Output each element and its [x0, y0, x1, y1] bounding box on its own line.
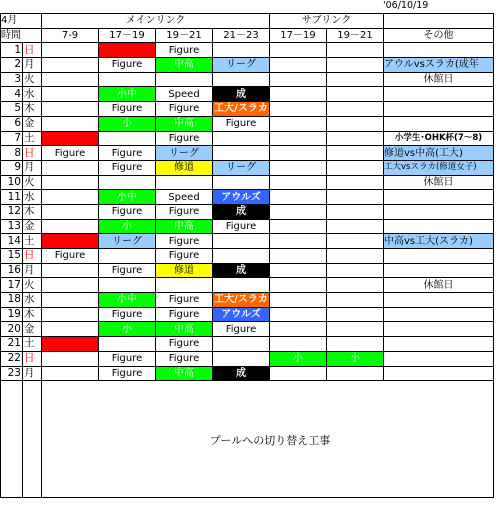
slot-cell: 小 — [270, 351, 327, 366]
day-number: 9 — [1, 160, 23, 175]
slot-cell — [270, 190, 327, 205]
other-cell: 休館日 — [384, 72, 494, 87]
slot-cell — [42, 116, 99, 131]
day-number: 4 — [1, 87, 23, 102]
slot-cell — [327, 204, 384, 219]
day-number: 10 — [1, 175, 23, 190]
day-number: 22 — [1, 351, 23, 366]
slot-cell — [270, 322, 327, 337]
weekday: 火 — [23, 72, 42, 87]
slot-cell: リーグ — [213, 160, 270, 175]
slot-cell — [327, 160, 384, 175]
day-number: 20 — [1, 322, 23, 337]
other-header: その他 — [384, 28, 494, 43]
slot-cell — [270, 160, 327, 175]
slot-cell: 小 — [99, 116, 156, 131]
slot-cell — [327, 263, 384, 278]
slot-cell: Figure — [42, 249, 99, 264]
slot-cell — [327, 278, 384, 293]
weekday: 土 — [23, 234, 42, 249]
slot-cell — [42, 219, 99, 234]
slot-cell: 中高 — [156, 219, 213, 234]
empty-cell — [1, 381, 23, 498]
weekday: 金 — [23, 219, 42, 234]
slot-cell — [270, 58, 327, 73]
other-cell — [384, 366, 494, 381]
slot-cell — [327, 102, 384, 117]
slot-cell: Figure — [156, 204, 213, 219]
slot-cell — [99, 131, 156, 146]
slot-cell — [42, 307, 99, 322]
slot-cell — [99, 278, 156, 293]
slot-cell — [270, 116, 327, 131]
other-header-top — [384, 14, 494, 29]
day-number: 23 — [1, 366, 23, 381]
other-cell — [384, 87, 494, 102]
table-row — [1, 116, 494, 131]
slot-cell — [213, 278, 270, 293]
slot-cell — [327, 87, 384, 102]
slot-cell: Figure — [213, 322, 270, 337]
slot-cell: Figure — [99, 263, 156, 278]
slot-cell: 中高 — [156, 322, 213, 337]
other-cell — [384, 249, 494, 264]
other-cell: アウルvsスラカ(成年 — [384, 58, 494, 73]
weekday: 木 — [23, 102, 42, 117]
sub-rink-header: サブリンク — [270, 14, 384, 29]
day-number: 5 — [1, 102, 23, 117]
slot-cell: Figure — [213, 219, 270, 234]
slot-cell: Speed — [156, 190, 213, 205]
slot-cell — [156, 175, 213, 190]
table-row — [1, 219, 494, 234]
table-row — [1, 58, 494, 73]
slot-cell — [42, 366, 99, 381]
slot-cell: Figure — [99, 307, 156, 322]
slot-cell — [270, 263, 327, 278]
slot-cell: Figure — [99, 102, 156, 117]
slot-cell — [327, 234, 384, 249]
slot-cell — [270, 234, 327, 249]
weekday: 月 — [23, 263, 42, 278]
slot-cell — [270, 72, 327, 87]
slot-cell — [327, 293, 384, 308]
slot-cell — [270, 337, 327, 352]
slot-cell: Figure — [156, 351, 213, 366]
slot-cell: 成 — [213, 87, 270, 102]
slot-cell: Figure — [99, 351, 156, 366]
slot-cell — [42, 102, 99, 117]
weekday: 金 — [23, 116, 42, 131]
header-row-2 — [1, 28, 494, 43]
other-cell — [384, 190, 494, 205]
slot-cell: Speed — [156, 87, 213, 102]
slot-cell: 成 — [213, 366, 270, 381]
slot-cell: Figure — [156, 293, 213, 308]
table-row — [1, 307, 494, 322]
slot-cell — [213, 175, 270, 190]
slot-cell: 小 — [99, 322, 156, 337]
slot-cell — [99, 249, 156, 264]
day-number: 11 — [1, 190, 23, 205]
weekday: 日 — [23, 351, 42, 366]
slot-cell — [213, 234, 270, 249]
table-row — [1, 322, 494, 337]
other-cell — [384, 102, 494, 117]
slot-cell — [270, 366, 327, 381]
slot-cell: Figure — [42, 146, 99, 161]
other-cell — [384, 116, 494, 131]
slot-cell — [270, 307, 327, 322]
other-cell — [384, 337, 494, 352]
slot-cell — [327, 131, 384, 146]
slot-cell: Figure — [156, 102, 213, 117]
slot-cell — [213, 337, 270, 352]
slot-cell — [42, 204, 99, 219]
empty-cell — [23, 381, 42, 498]
day-number: 18 — [1, 293, 23, 308]
schedule-table — [0, 13, 494, 498]
slot-cell — [270, 204, 327, 219]
weekday: 木 — [23, 307, 42, 322]
slot-cell: アウルズ — [213, 190, 270, 205]
weekday: 水 — [23, 87, 42, 102]
weekday: 木 — [23, 204, 42, 219]
weekday: 月 — [23, 58, 42, 73]
slot-cell: 小 — [99, 219, 156, 234]
table-row — [1, 87, 494, 102]
slot-cell: 小 — [327, 351, 384, 366]
slot-header: 19－21 — [156, 28, 213, 43]
slot-cell: Figure — [213, 116, 270, 131]
slot-cell: Figure — [156, 337, 213, 352]
day-number: 19 — [1, 307, 23, 322]
slot-cell — [327, 72, 384, 87]
slot-cell: 工大/スラカ — [214, 103, 268, 115]
slot-cell — [42, 190, 99, 205]
slot-cell — [42, 337, 99, 352]
slot-cell — [327, 43, 384, 58]
slot-cell: 小中 — [99, 293, 156, 308]
slot-cell: Figure — [156, 131, 213, 146]
other-cell: 小学生･OHK杯(7～8) — [384, 131, 494, 146]
slot-cell — [270, 293, 327, 308]
slot-cell: 修道 — [156, 160, 213, 175]
table-row — [1, 263, 494, 278]
slot-cell — [213, 146, 270, 161]
slot-cell — [156, 278, 213, 293]
slot-header: 19－21 — [327, 28, 384, 43]
other-cell: 修道vs中高(工大) — [384, 146, 494, 161]
slot-cell: 成 — [213, 263, 270, 278]
slot-cell: 小中 — [99, 190, 156, 205]
day-number: 15 — [1, 249, 23, 264]
slot-cell — [213, 351, 270, 366]
day-number: 16 — [1, 263, 23, 278]
slot-cell — [213, 249, 270, 264]
slot-cell — [327, 58, 384, 73]
table-row — [1, 146, 494, 161]
weekday: 土 — [23, 131, 42, 146]
other-cell — [384, 43, 494, 58]
day-number: 1 — [1, 43, 23, 58]
slot-cell — [327, 190, 384, 205]
slot-cell — [327, 116, 384, 131]
slot-cell — [42, 293, 99, 308]
slot-cell: Figure — [99, 146, 156, 161]
slot-cell — [270, 131, 327, 146]
other-cell — [384, 307, 494, 322]
day-number: 2 — [1, 58, 23, 73]
slot-header: 17－19 — [270, 28, 327, 43]
weekday: 日 — [23, 43, 42, 58]
slot-cell — [270, 249, 327, 264]
slot-cell — [42, 175, 99, 190]
day-number: 17 — [1, 278, 23, 293]
table-row — [1, 72, 494, 87]
slot-cell — [99, 72, 156, 87]
table-row — [1, 249, 494, 264]
table-row — [1, 234, 494, 249]
table-row — [1, 204, 494, 219]
slot-cell — [42, 234, 99, 249]
day-number: 13 — [1, 219, 23, 234]
slot-cell — [213, 131, 270, 146]
slot-cell: 中高 — [156, 58, 213, 73]
slot-cell — [213, 43, 270, 58]
table-row — [1, 175, 494, 190]
table-row — [1, 337, 494, 352]
slot-cell: 工大/スラカ — [214, 294, 268, 306]
other-cell: 中高vs工大(スラカ) — [384, 234, 494, 249]
weekday: 土 — [23, 337, 42, 352]
slot-cell — [156, 72, 213, 87]
document-date: '06/10/19 — [383, 0, 429, 11]
slot-cell — [270, 146, 327, 161]
day-number: 3 — [1, 72, 23, 87]
weekday: 日 — [23, 249, 42, 264]
slot-cell: Figure — [156, 307, 213, 322]
table-row — [1, 293, 494, 308]
slot-cell — [327, 175, 384, 190]
slot-cell: Figure — [99, 58, 156, 73]
table-row — [1, 366, 494, 381]
slot-cell — [327, 307, 384, 322]
slot-cell — [270, 87, 327, 102]
slot-cell — [42, 278, 99, 293]
slot-cell — [42, 322, 99, 337]
slot-cell — [99, 43, 156, 58]
other-cell — [384, 204, 494, 219]
slot-cell — [327, 219, 384, 234]
table-row — [1, 131, 494, 146]
month-label: 4月 — [1, 14, 42, 29]
slot-cell — [270, 175, 327, 190]
slot-cell — [270, 43, 327, 58]
slot-cell: Figure — [156, 43, 213, 58]
slot-cell — [213, 72, 270, 87]
slot-cell: リーグ — [156, 146, 213, 161]
slot-cell: リーグ — [213, 58, 270, 73]
slot-cell — [42, 43, 99, 58]
weekday: 日 — [23, 146, 42, 161]
slot-cell: 修道 — [156, 263, 213, 278]
day-number: 12 — [1, 204, 23, 219]
table-row — [1, 43, 494, 58]
slot-cell: Figure — [99, 160, 156, 175]
other-cell — [384, 351, 494, 366]
other-cell: 休館日 — [384, 175, 494, 190]
day-number: 7 — [1, 131, 23, 146]
slot-cell — [327, 146, 384, 161]
slot-cell: Figure — [156, 249, 213, 264]
slot-cell — [270, 278, 327, 293]
slot-cell — [327, 249, 384, 264]
time-label: 時間 — [1, 28, 42, 43]
slot-cell: Figure — [99, 204, 156, 219]
weekday: 火 — [23, 175, 42, 190]
other-cell — [384, 219, 494, 234]
main-rink-header: メインリンク — [42, 14, 270, 29]
slot-cell — [42, 351, 99, 366]
slot-cell — [99, 175, 156, 190]
table-row — [1, 160, 494, 175]
weekday: 水 — [23, 293, 42, 308]
table-row — [1, 190, 494, 205]
slot-cell — [270, 102, 327, 117]
slot-cell — [327, 322, 384, 337]
other-cell: 工大vsスラカ(修道女子) — [384, 160, 494, 175]
slot-cell: 小中 — [99, 87, 156, 102]
header-row-1 — [1, 14, 494, 29]
weekday: 月 — [23, 160, 42, 175]
slot-cell — [42, 263, 99, 278]
slot-cell — [42, 72, 99, 87]
weekday: 水 — [23, 190, 42, 205]
slot-cell — [270, 219, 327, 234]
slot-cell: 中高 — [156, 116, 213, 131]
slot-cell — [327, 337, 384, 352]
day-number: 21 — [1, 337, 23, 352]
slot-header: 21－23 — [213, 28, 270, 43]
table-row — [1, 102, 494, 117]
slot-cell: 成 — [213, 204, 270, 219]
construction-note: プールへの切り替え工事 — [209, 434, 331, 447]
slot-cell: Figure — [99, 366, 156, 381]
slot-cell: アウルズ — [213, 307, 270, 322]
slot-header: 17－19 — [99, 28, 156, 43]
slot-cell: Figure — [156, 234, 213, 249]
slot-cell: 中高 — [156, 366, 213, 381]
table-row — [1, 351, 494, 366]
day-number: 8 — [1, 146, 23, 161]
slot-header: 7-9 — [42, 28, 99, 43]
day-number: 14 — [1, 234, 23, 249]
slot-cell — [42, 160, 99, 175]
weekday: 火 — [23, 278, 42, 293]
weekday: 金 — [23, 322, 42, 337]
day-number: 6 — [1, 116, 23, 131]
other-cell — [384, 263, 494, 278]
slot-cell — [327, 366, 384, 381]
slot-cell — [42, 58, 99, 73]
other-cell — [384, 322, 494, 337]
other-cell: 休館日 — [384, 278, 494, 293]
slot-cell — [42, 87, 99, 102]
slot-cell — [42, 131, 99, 146]
slot-cell: リーグ — [99, 234, 156, 249]
other-cell — [384, 293, 494, 308]
weekday: 月 — [23, 366, 42, 381]
slot-cell — [99, 337, 156, 352]
table-row — [1, 278, 494, 293]
